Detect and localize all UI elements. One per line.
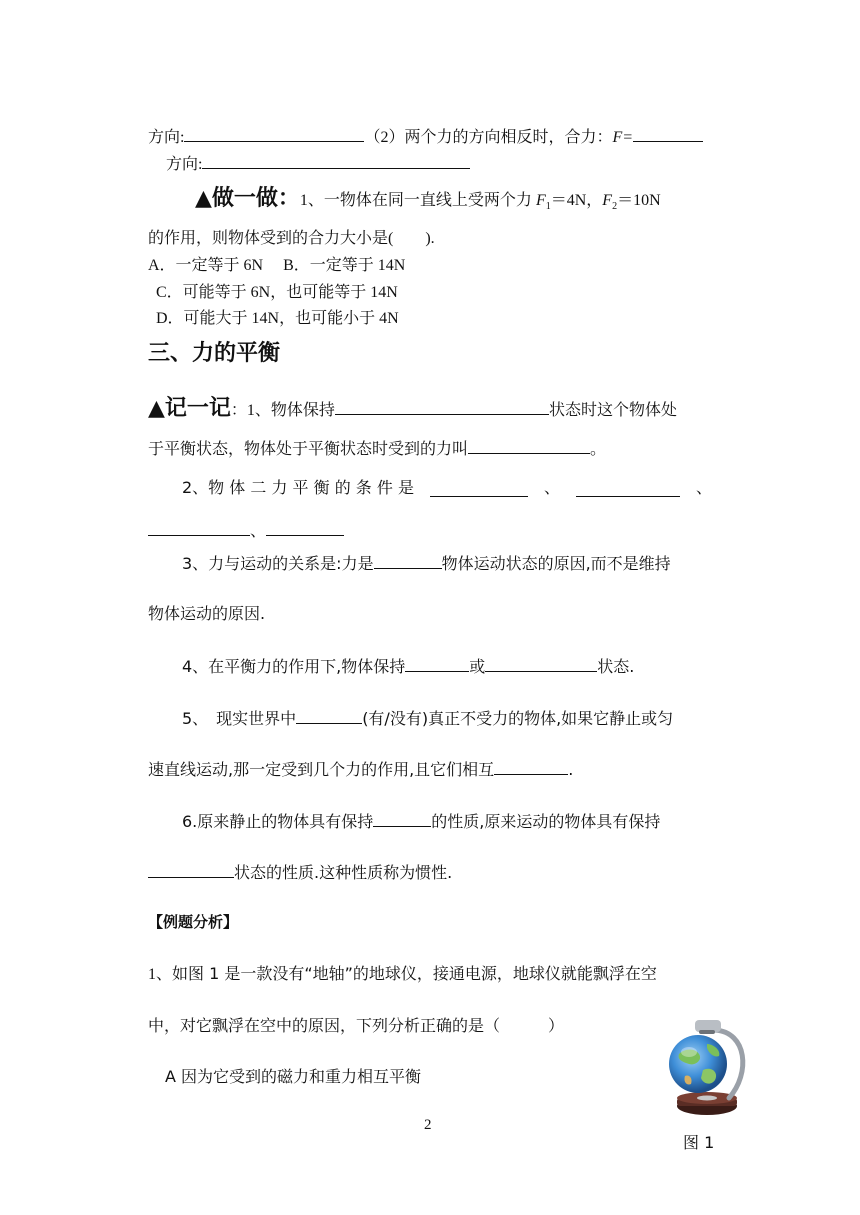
blank-condition-3[interactable] <box>148 520 250 536</box>
remember-line-2: 于平衡状态，物体处于平衡状态时受到的力叫 。 <box>148 438 606 459</box>
blank-keep-static[interactable] <box>373 811 431 827</box>
do-it-line: ▲做一做：1、一物体在同一直线上受两个力 $F_1=4N$，$F_2=10N$ <box>195 186 661 213</box>
section-heading-balance: 三、力的平衡 <box>148 341 281 366</box>
blank-condition-4[interactable] <box>266 520 344 536</box>
remember-heading: ▲记一记 <box>148 396 231 421</box>
blank-mutual[interactable] <box>494 759 568 775</box>
blank-condition-1[interactable] <box>430 481 528 497</box>
floating-globe-image <box>655 1018 755 1120</box>
option-d: D．可能大于 14N，也可能小于 4N <box>156 310 399 327</box>
blank-has-or-not[interactable] <box>296 708 362 724</box>
example-heading: 【例题分析】 <box>148 913 239 931</box>
blank-state[interactable] <box>335 399 549 415</box>
blank-direction-1[interactable] <box>184 126 364 142</box>
line-direction-2: 方向: <box>166 153 470 174</box>
item-3-line: 3、力与运动的关系是:力是 物体运动状态的原因,而不是维持 <box>182 554 671 573</box>
item-5-line: 5、 现实世界中 (有/没有)真正不受力的物体,如果它静止或匀 <box>182 709 674 728</box>
blank-direction-2[interactable] <box>202 153 470 169</box>
item-4-line: 4、在平衡力的作用下,物体保持 或 状态. <box>182 657 635 676</box>
item-2-line: 2、物 体 二 力 平 衡 的 条 件 是 、 、 <box>182 478 712 497</box>
item-3-line-2: 物体运动的原因. <box>148 604 266 623</box>
do-it-heading: ▲做一做： <box>195 186 300 211</box>
do-it-line-2: 的作用，则物体受到的合力大小是( ). <box>148 230 435 247</box>
blank-change[interactable] <box>374 553 442 569</box>
example-1-option-a: A 因为它受到的磁力和重力相互平衡 <box>165 1067 422 1086</box>
item-6-line-2: 状态的性质.这种性质称为惯性. <box>148 862 452 882</box>
globe-icon <box>655 1018 755 1120</box>
page-number: 2 <box>424 1117 432 1133</box>
option-c: C．可能等于 6N，也可能等于 14N <box>156 284 398 301</box>
example-1-line-1: 1、如图 1 是一款没有“地轴”的地球仪，接通电源，地球仪就能飘浮在空 <box>148 964 657 983</box>
figure-caption: 图 1 <box>683 1133 715 1152</box>
remember-line-1: ▲记一记：1、物体保持 状态时这个物体处 <box>148 396 677 421</box>
example-1-line-2: 中，对它飘浮在空中的原因，下列分析正确的是（ ） <box>148 1016 565 1035</box>
blank-balanced-force[interactable] <box>468 438 590 454</box>
blank-keep-motion[interactable] <box>148 862 234 878</box>
blank-condition-2[interactable] <box>576 481 680 497</box>
item-6-line: 6.原来静止的物体具有保持 的性质,原来运动的物体具有保持 <box>182 812 661 831</box>
option-a-b: A．一定等于 6N B．一定等于 14N <box>148 257 406 274</box>
line-direction-1: 方向: （2）两个力的方向相反时，合力：F= <box>148 126 703 147</box>
item-2-line-2: 、 <box>148 520 344 540</box>
blank-state-a[interactable] <box>405 656 469 672</box>
blank-state-b[interactable] <box>485 656 597 672</box>
item-5-line-2: 速直线运动,那一定受到几个力的作用,且它们相互 . <box>148 760 574 779</box>
blank-resultant-force[interactable] <box>633 126 703 142</box>
